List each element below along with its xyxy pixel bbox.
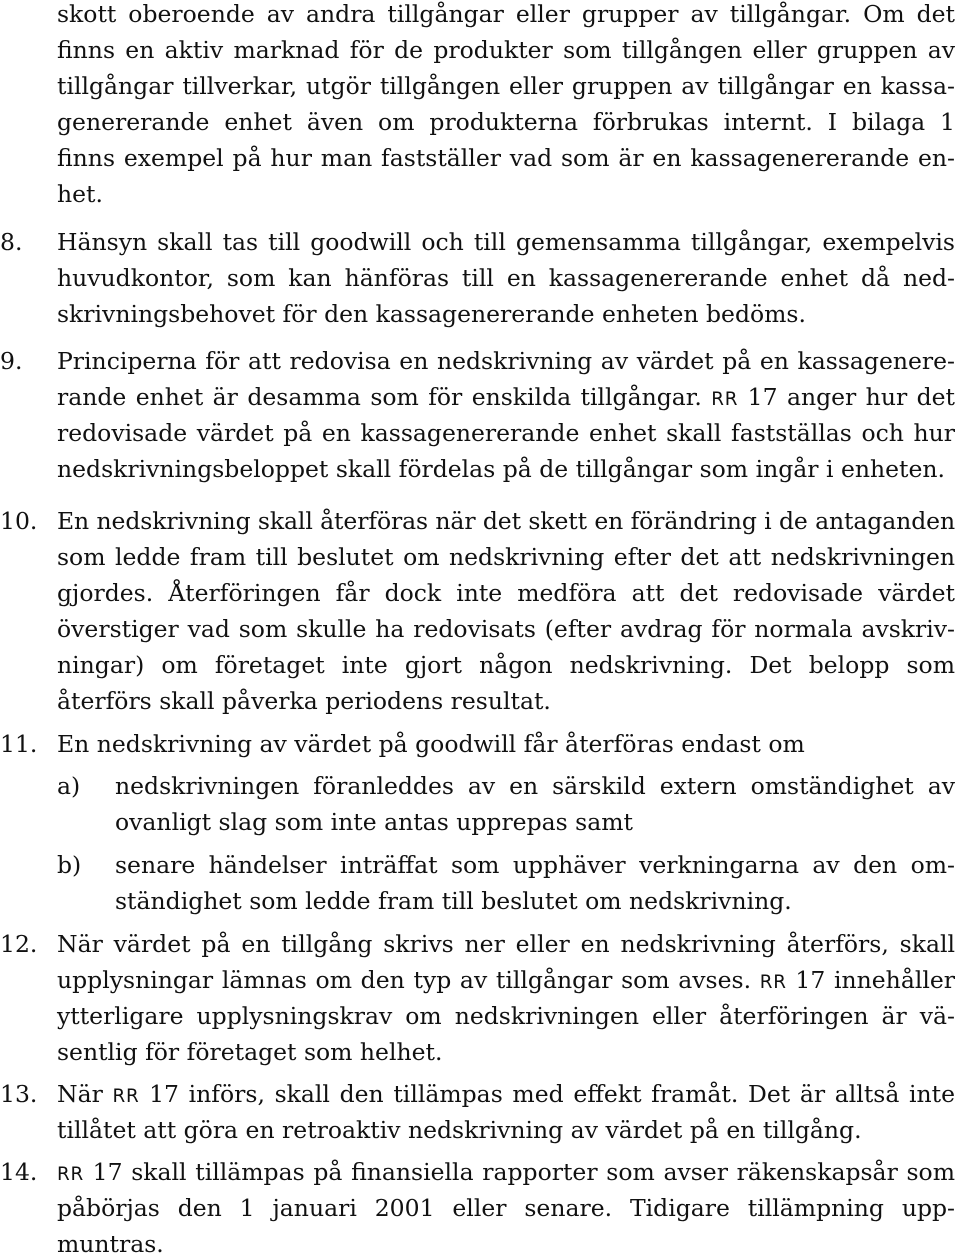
- text-line: Principerna för att redovisa en nedskrivning av värdet på en kassagenere-: [57, 347, 955, 375]
- text-line: tillåtet att göra en retroaktiv nedskrivning av värdet på en tillgång.: [57, 1116, 862, 1144]
- text-line: redovisade värdet på en kassagenererande enhet skall fastställas och hur: [57, 419, 955, 447]
- text-segment: 17 innehåller: [786, 966, 955, 994]
- paragraph-number: 13.: [0, 1080, 38, 1108]
- text-line: genererande enhet även om produkterna förbrukas internt. I bilaga 1: [57, 108, 955, 136]
- text-line: skott oberoende av andra tillgångar eller grupper av tillgångar. Om det: [57, 0, 955, 28]
- rr-abbreviation: RR: [711, 389, 739, 410]
- text-line: finns en aktiv marknad för de produkter som tillgången eller gruppen av: [57, 36, 955, 64]
- paragraph-number: 11.: [0, 730, 38, 758]
- list-label-a: a): [57, 772, 81, 800]
- text-line: het.: [57, 180, 103, 208]
- text-line: finns exempel på hur man fastställer vad som är en kassagenererande en-: [57, 144, 955, 172]
- text-line: tillgångar tillverkar, utgör tillgången eller gruppen av tillgångar en kassa-: [57, 72, 955, 100]
- text-line: En nedskrivning av värdet på goodwill får återföras endast om: [57, 730, 805, 758]
- text-line: [57, 1076, 955, 1112]
- list-item-a: [115, 768, 955, 840]
- text-line: Hänsyn skall tas till goodwill och till gemensamma tillgångar, exempelvis: [57, 228, 955, 256]
- text-segment: upplysningar lämnas om den typ av tillgångar som avses.: [57, 966, 760, 994]
- paragraph-number: 9.: [0, 347, 23, 375]
- text-line: ständighet som ledde fram till beslutet om nedskrivning.: [115, 887, 792, 915]
- paragraph-number: 10.: [0, 507, 38, 535]
- text-line: senare händelser inträffat som upphäver verkningarna av den om-: [115, 851, 955, 879]
- rr-abbreviation: RR: [759, 972, 787, 993]
- text-segment: När: [57, 1080, 113, 1108]
- text-line: ytterligare upplysningskrav om nedskrivningen eller återföringen är vä-: [57, 1002, 955, 1030]
- paragraph-10: [57, 503, 955, 719]
- text-line: [57, 962, 955, 998]
- paragraph-number: 12.: [0, 930, 38, 958]
- rr-abbreviation: RR: [112, 1086, 140, 1107]
- paragraph-number: 14.: [0, 1158, 38, 1186]
- list-item-b: [115, 847, 955, 919]
- text-segment: rande enhet är desamma som för enskilda tillgångar.: [57, 383, 712, 411]
- paragraph-11: [57, 726, 955, 762]
- text-segment: 17 införs, skall den tillämpas med effekt framåt. Det är alltså inte: [139, 1080, 956, 1108]
- intro-paragraph: [57, 0, 955, 212]
- text-line: ningar) om företaget inte gjort någon nedskrivning. Det belopp som: [57, 651, 955, 679]
- text-line: sentlig för företaget som helhet.: [57, 1038, 443, 1066]
- text-segment: 17 skall tillämpas på finansiella rapporter som avser räkenskapsår som: [83, 1158, 955, 1186]
- paragraph-9: [57, 343, 955, 487]
- rr-abbreviation: RR: [57, 1164, 84, 1185]
- text-line: muntras.: [57, 1230, 164, 1257]
- text-line: huvudkontor, som kan hänföras till en kassagenererande enhet då ned-: [57, 264, 955, 292]
- text-line: En nedskrivning skall återföras när det skett en förändring i de antaganden: [57, 507, 955, 535]
- text-line: nedskrivningen föranleddes av en särskild extern omständighet av: [115, 772, 955, 800]
- paragraph-14: [57, 1154, 955, 1257]
- text-line: gjordes. Återföringen får dock inte medföra att det redovisade värdet: [57, 579, 955, 607]
- text-line: som ledde fram till beslutet om nedskrivning efter det att nedskrivningen: [57, 543, 955, 571]
- text-line: ovanligt slag som inte antas upprepas samt: [115, 808, 633, 836]
- text-line: överstiger vad som skulle ha redovisats (efter avdrag för normala avskriv-: [57, 615, 955, 643]
- text-line: [57, 1154, 955, 1190]
- list-label-b: b): [57, 851, 82, 879]
- paragraph-number: 8.: [0, 228, 23, 256]
- text-line: [57, 379, 955, 415]
- text-line: nedskrivningsbeloppet skall fördelas på de tillgångar som ingår i enheten.: [57, 455, 945, 483]
- paragraph-13: [57, 1076, 955, 1148]
- paragraph-12: [57, 926, 955, 1070]
- paragraph-8: [57, 224, 955, 332]
- text-segment: 17 anger hur det: [738, 383, 955, 411]
- text-line: skrivningsbehovet för den kassagenererande enheten bedöms.: [57, 300, 806, 328]
- text-line: återförs skall påverka periodens resultat.: [57, 687, 551, 715]
- text-line: påbörjas den 1 januari 2001 eller senare. Tidigare tillämpning upp-: [57, 1194, 955, 1222]
- text-line: När värdet på en tillgång skrivs ner eller en nedskrivning återförs, skall: [57, 930, 955, 958]
